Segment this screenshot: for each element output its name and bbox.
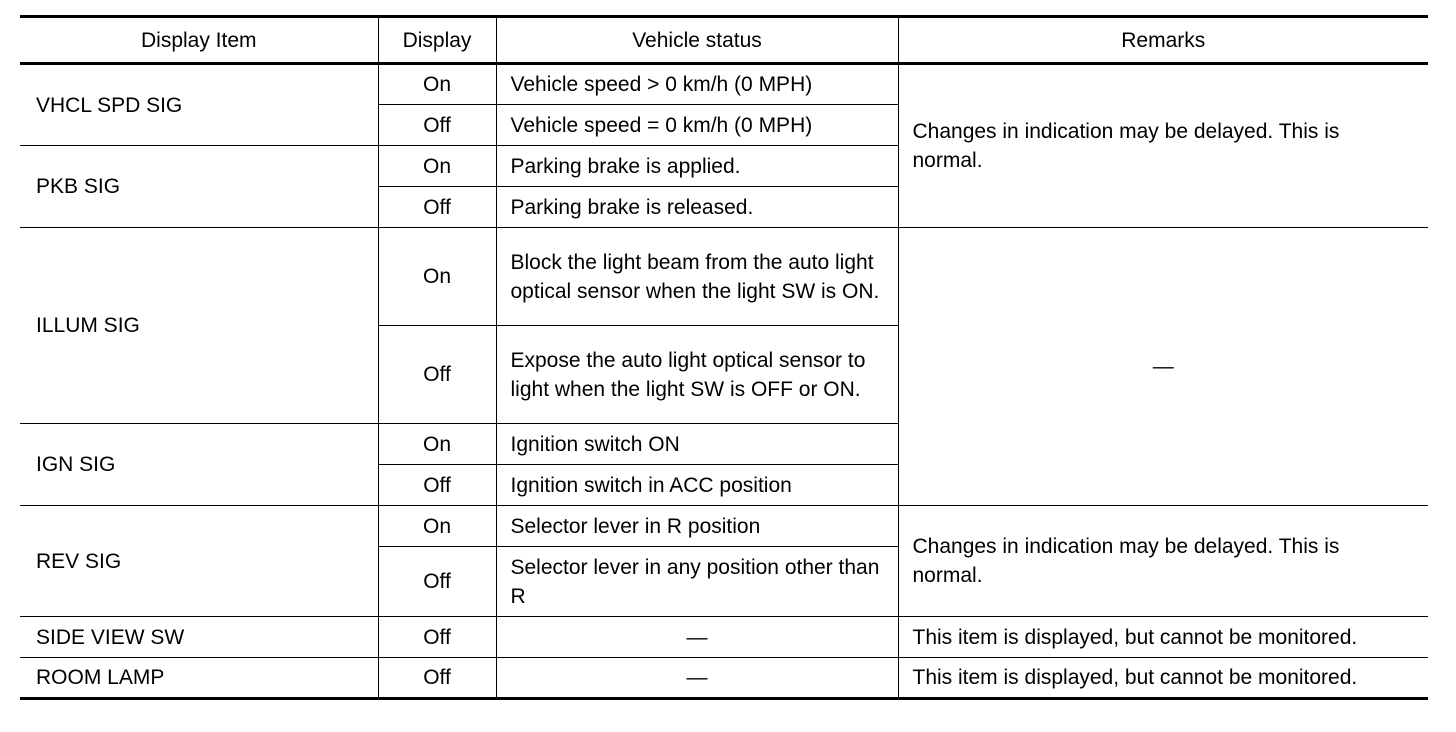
- item-vhcl-spd-sig: VHCL SPD SIG: [20, 64, 378, 146]
- display-value: On: [378, 506, 496, 547]
- display-value: On: [378, 146, 496, 187]
- item-illum-sig: ILLUM SIG: [20, 228, 378, 424]
- item-rev-sig: REV SIG: [20, 506, 378, 617]
- vehicle-status: Selector lever in any position other than R: [496, 547, 898, 617]
- vehicle-status: Vehicle speed > 0 km/h (0 MPH): [496, 64, 898, 105]
- display-value: Off: [378, 187, 496, 228]
- header-remarks: Remarks: [898, 17, 1428, 64]
- remarks-not-monitored: This item is displayed, but cannot be monitored.: [898, 617, 1428, 658]
- vehicle-status: Expose the auto light optical sensor to light when the light SW is OFF or ON.: [496, 326, 898, 424]
- vehicle-status: Block the light beam from the auto light optical sensor when the light SW is ON.: [496, 228, 898, 326]
- vehicle-status: Parking brake is released.: [496, 187, 898, 228]
- display-value: Off: [378, 465, 496, 506]
- vehicle-status: —: [496, 617, 898, 658]
- display-value: Off: [378, 617, 496, 658]
- vehicle-status: —: [496, 658, 898, 699]
- item-ign-sig: IGN SIG: [20, 424, 378, 506]
- remarks-none: —: [898, 228, 1428, 506]
- display-value: Off: [378, 326, 496, 424]
- item-pkb-sig: PKB SIG: [20, 146, 378, 228]
- display-value: On: [378, 228, 496, 326]
- item-room-lamp: ROOM LAMP: [20, 658, 378, 699]
- display-value: On: [378, 64, 496, 105]
- vehicle-status: Ignition switch in ACC position: [496, 465, 898, 506]
- table-row: [20, 658, 1428, 699]
- vehicle-status: Ignition switch ON: [496, 424, 898, 465]
- remarks-not-monitored: This item is displayed, but cannot be monitored.: [898, 658, 1428, 699]
- display-value: Off: [378, 658, 496, 699]
- header-vehicle-status: Vehicle status: [496, 17, 898, 64]
- header-display-item: Display Item: [20, 17, 378, 64]
- remarks-delayed: Changes in indication may be delayed. This is normal.: [898, 64, 1428, 228]
- vehicle-status: Selector lever in R position: [496, 506, 898, 547]
- table-row: [20, 506, 1428, 547]
- vehicle-status: Vehicle speed = 0 km/h (0 MPH): [496, 105, 898, 146]
- header-row: [20, 17, 1428, 64]
- item-side-view-sw: SIDE VIEW SW: [20, 617, 378, 658]
- table-row: [20, 64, 1428, 105]
- remarks-delayed: Changes in indication may be delayed. This is normal.: [898, 506, 1428, 617]
- display-value: Off: [378, 105, 496, 146]
- table-row: [20, 617, 1428, 658]
- signal-display-table: [20, 15, 1428, 700]
- display-value: On: [378, 424, 496, 465]
- table-row: [20, 228, 1428, 326]
- header-display: Display: [378, 17, 496, 64]
- display-value: Off: [378, 547, 496, 617]
- vehicle-status: Parking brake is applied.: [496, 146, 898, 187]
